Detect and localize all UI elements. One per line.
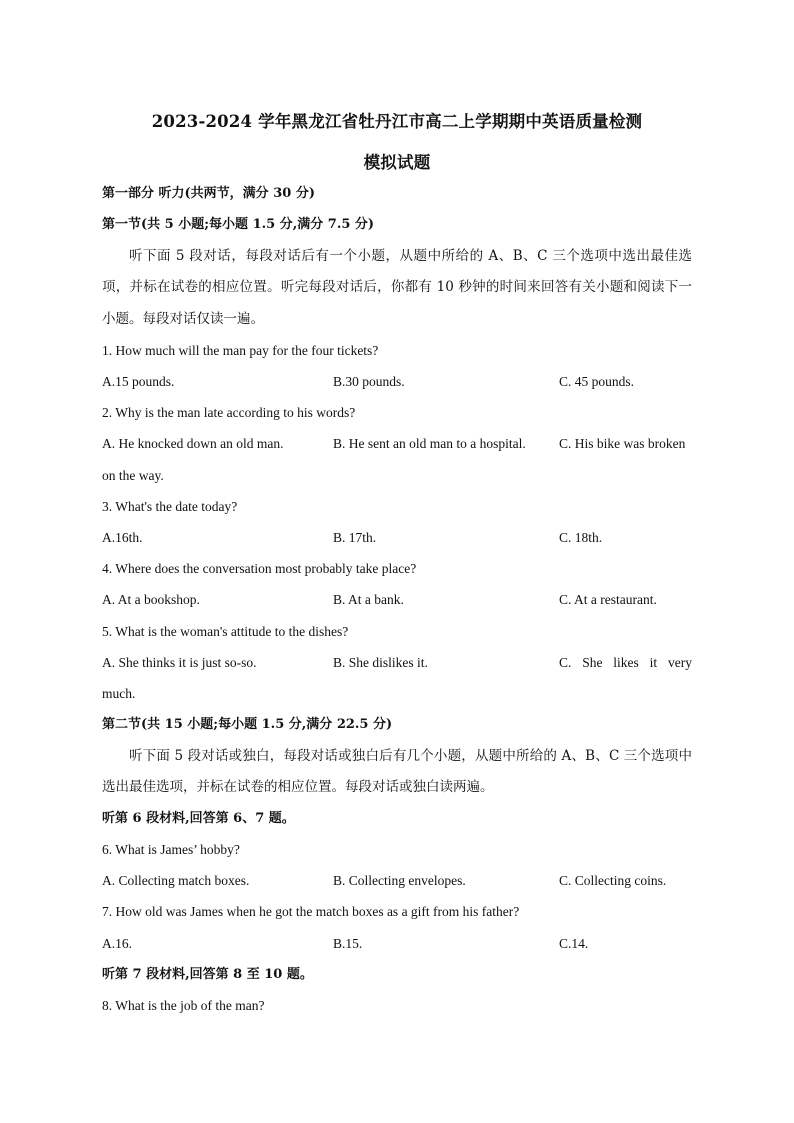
q5-option-a: A. She thinks it is just so-so. [102, 655, 257, 670]
question-5: 5. What is the woman's attitude to the dishes? [102, 624, 349, 639]
q2-option-a: A. He knocked down an old man. [102, 436, 284, 451]
q1-option-b: B.30 pounds. [333, 374, 405, 389]
q4-option-c: C. At a restaurant. [559, 592, 657, 607]
q6-option-b: B. Collecting envelopes. [333, 873, 466, 888]
q7-option-c: C.14. [559, 936, 589, 951]
q1-option-a: A.15 pounds. [102, 374, 175, 389]
q5-option-c [559, 654, 692, 672]
q7-option-b: B.15. [333, 936, 363, 951]
q5-option-c-word: likes [613, 655, 639, 670]
q6-option-c: C. Collecting coins. [559, 873, 667, 888]
q5-option-c-continued: much. [102, 686, 136, 701]
question-3: 3. What's the date today? [102, 499, 238, 514]
q2-option-c: C. His bike was broken [559, 436, 686, 451]
part1-heading: 第一部分 听力(共两节，满分 30 分) [102, 186, 315, 201]
material-6-heading: 听第 6 段材料,回答第 6、7 题。 [102, 811, 295, 826]
q2-option-c-continued: on the way. [102, 468, 164, 483]
question-8: 8. What is the job of the man? [102, 998, 265, 1013]
q3-option-a: A.16th. [102, 530, 143, 545]
material-7-heading: 听第 7 段材料,回答第 8 至 10 题。 [102, 967, 313, 982]
q1-option-c: C. 45 pounds. [559, 374, 635, 389]
q2-option-b: B. He sent an old man to a hospital. [333, 436, 526, 451]
q5-option-c-word: very [667, 655, 692, 670]
question-6: 6. What is James’ hobby? [102, 842, 240, 857]
q3-option-b: B. 17th. [333, 530, 377, 545]
q5-option-b: B. She dislikes it. [333, 655, 428, 670]
question-7: 7. How old was James when he got the match boxes as a gift from his father? [102, 904, 520, 919]
q6-option-a: A. Collecting match boxes. [102, 873, 250, 888]
q3-option-c: C. 18th. [559, 530, 603, 545]
page-title: 2023-2024 学年黑龙江省牡丹江市高二上学期期中英语质量检测 [151, 112, 643, 131]
q4-option-a: A. At a bookshop. [102, 592, 200, 607]
section2-instructions: 听下面 5 段对话或独白，每段对话或独白后有几个小题，从题中所给的 A、B、C 三个选项中选出最佳选项，并标在试卷的相应位置。每段对话或独白读两遍。 [102, 748, 692, 796]
question-2: 2. Why is the man late according to his words? [102, 405, 356, 420]
q7-option-a: A.16. [102, 936, 132, 951]
section1-heading: 第一节(共 5 小题;每小题 1.5 分,满分 7.5 分) [102, 217, 375, 232]
q5-option-c-word: C. [559, 655, 572, 670]
q5-option-c-word: it [649, 655, 658, 670]
section2-heading: 第二节(共 15 小题;每小题 1.5 分,满分 22.5 分) [102, 717, 393, 732]
section1-instructions: 听下面 5 段对话，每段对话后有一个小题，从题中所给的 A、B、C 三个选项中选出最佳选项，并标在试卷的相应位置。听完每段对话后，你都有 10 秒钟的时间来回答有关小题和阅读下一小题。每段对话仅读一遍。 [102, 248, 692, 327]
question-4: 4. Where does the conversation most probably take place? [102, 561, 417, 576]
question-1: 1. How much will the man pay for the four tickets? [102, 343, 379, 358]
page-subtitle: 模拟试题 [363, 153, 431, 172]
q5-option-c-word: She [582, 655, 603, 670]
q4-option-b: B. At a bank. [333, 592, 404, 607]
